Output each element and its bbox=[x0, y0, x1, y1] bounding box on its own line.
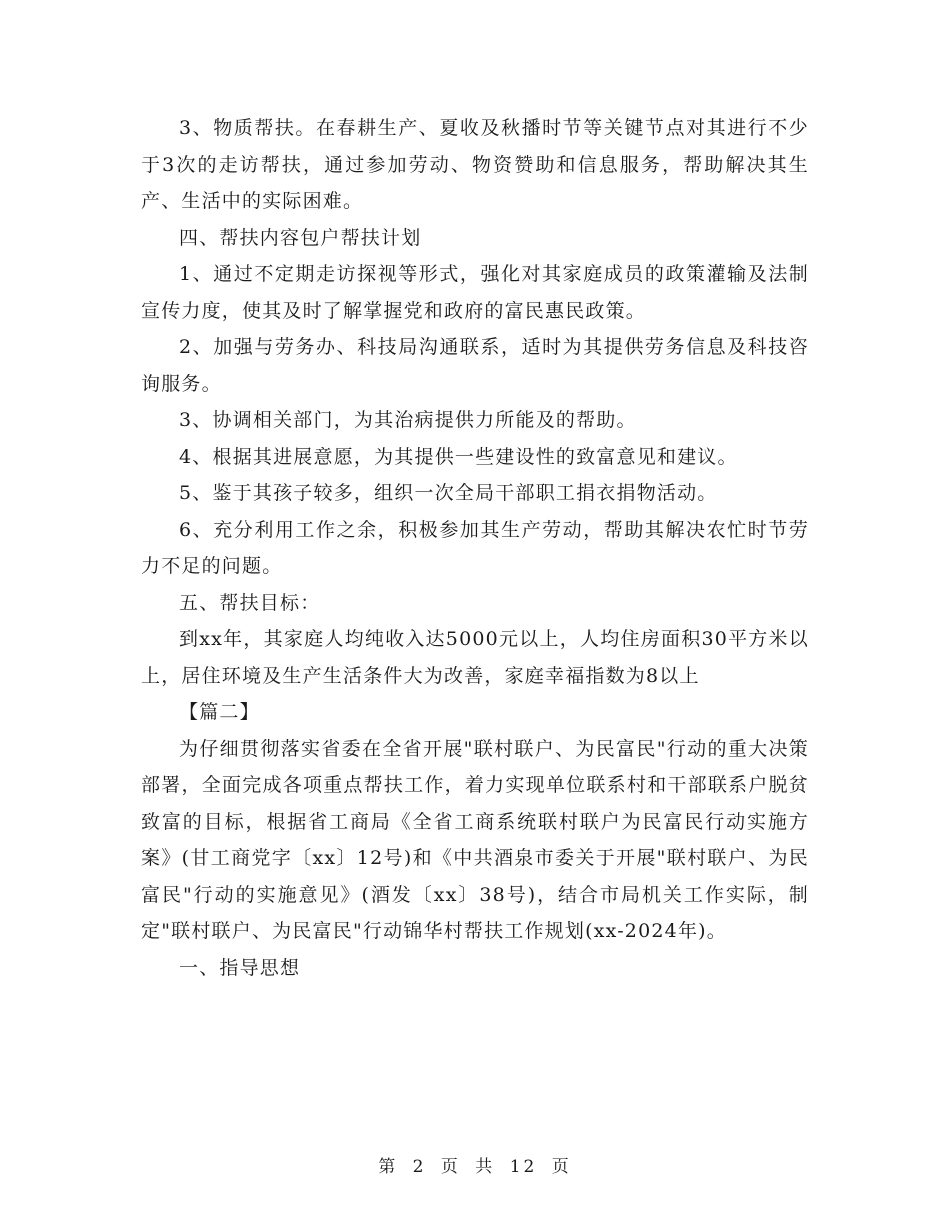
paragraph-item-4: 4、根据其进展意愿，为其提供一些建设性的致富意见和建议。 bbox=[179, 445, 738, 468]
heading-section-four: 四、帮扶内容包户帮扶计划 bbox=[179, 226, 422, 249]
paragraph-goal: 到xx年，其家庭人均纯收入达5000元以上，人均住房面积30平方米以上，居住环境及生产生活条件大为改善，家庭幸福指数为8以上 bbox=[141, 628, 809, 687]
heading-section-five: 五、帮扶目标： bbox=[179, 591, 321, 614]
paragraph-item-3: 3、协调相关部门，为其治病提供力所能及的帮助。 bbox=[179, 409, 637, 431]
document-body bbox=[141, 110, 809, 986]
paragraph-item-5: 5、鉴于其孩子较多，组织一次全局干部职工捐衣捐物活动。 bbox=[179, 482, 718, 504]
paragraph-item-6: 6、充分利用工作之余，积极参加其生产劳动，帮助其解决农忙时节劳力不足的问题。 bbox=[141, 518, 809, 577]
paragraph-item-1: 1、通过不定期走访探视等形式，强化对其家庭成员的政策灌输及法制宣传力度，使其及时了解掌握党和政府的富民惠民政策。 bbox=[141, 263, 809, 322]
paragraph-material-support: 3、物质帮扶。在春耕生产、夏收及秋播时节等关键节点对其进行不少于3次的走访帮扶，通过参加劳动、物资赞助和信息服务，帮助解决其生产、生活中的实际困难。 bbox=[141, 117, 809, 212]
paragraph-item-2: 2、加强与劳务办、科技局沟通联系，适时为其提供劳务信息及科技咨询服务。 bbox=[141, 336, 809, 395]
paragraph-part-two-intro: 为仔细贯彻落实省委在全省开展"联村联户、为民富民"行动的重大决策部署，全面完成各项重点帮扶工作，着力实现单位联系村和干部联系户脱贫致富的目标，根据省工商局《全省工商系统联村联户为民富民行动实施方案》(甘工商党字〔xx〕12号)和《中共酒泉市委关于开展"联村联户、为民富民"行动的实施意见》(酒发〔xx〕38号)，结合市局机关工作实际，制定"联村联户、为民富民"行动锦华村帮扶工作规划(xx-2024年)。 bbox=[141, 737, 809, 942]
heading-part-two: 【篇二】 bbox=[179, 701, 260, 723]
heading-guiding-ideology: 一、指导思想 bbox=[179, 956, 301, 979]
page-number-footer: 第 2 页 共 12 页 bbox=[378, 1157, 572, 1177]
